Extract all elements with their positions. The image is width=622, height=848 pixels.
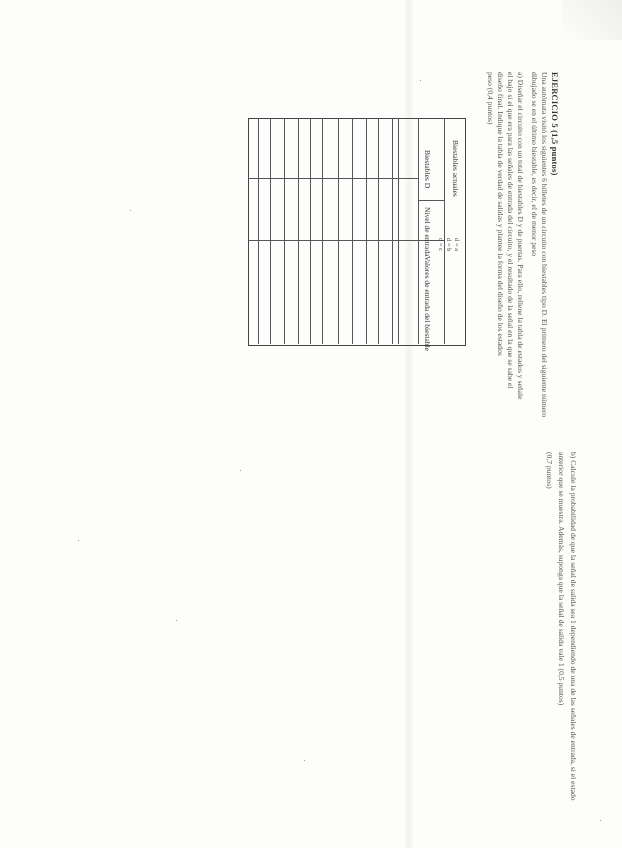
table-row-line <box>322 118 323 344</box>
scan-speck <box>304 760 305 761</box>
part-b-line-3: (0,7 puntos) <box>545 452 554 489</box>
table-col-biestables: Biestables D <box>423 150 432 189</box>
table-row-line <box>366 118 367 344</box>
exercise-intro-line-1: Una autómata visitó los siguientes 6 billetes de un circuito con biestables tipo D. El primero del siguiente número <box>540 72 549 418</box>
table-col-line <box>248 240 444 241</box>
table-col-inputs: Valores de entrada del biestable <box>423 256 432 351</box>
exercise-intro-line-2: dibujado se en el último biestable, es decir, el de menor peso <box>530 72 539 257</box>
exercise-intro-line-5: diseño final. Indique la tabla de verdad de salidas y plantee la forma del diseño de los estados <box>496 72 505 356</box>
exercise-intro-line-4: el bajo si el que era para las señales de entrada del circuito, y el resultado de la señal en la que se sabe el <box>506 72 515 389</box>
table-row-line <box>352 118 353 344</box>
table-row-line <box>398 118 399 344</box>
scan-speck <box>420 80 421 81</box>
table-equation-3: d = c <box>437 238 444 252</box>
table-equation-2: d = b <box>445 238 452 252</box>
scan-speck <box>78 540 79 541</box>
scan-speck <box>240 470 241 471</box>
table-row-line <box>258 118 259 344</box>
page-corner-shadow <box>562 0 622 40</box>
exercise-intro-line-3: a) Diseñar el circuito con un total de biestables D y de puertas. Para ello, rellene la tabla de estados y señale <box>516 72 525 400</box>
scan-speck <box>176 620 177 621</box>
exercise-title: EJERCICIO 5 (1,5 puntos) <box>550 72 560 176</box>
table-row-line <box>284 118 285 344</box>
scan-speck <box>600 820 601 821</box>
table-header-left: Biestables actuales <box>451 140 460 197</box>
scan-speck <box>130 210 131 211</box>
table-row-line <box>310 118 311 344</box>
table-row-line <box>298 118 299 344</box>
table-row-line <box>392 118 393 344</box>
table-col-line <box>418 200 444 201</box>
table-border <box>248 118 466 346</box>
table-col-line <box>248 178 418 179</box>
table-equation-1: d = a <box>453 238 460 252</box>
exercise-intro-line-6: peso (0,4 puntos) <box>486 72 495 125</box>
table-row-line <box>378 118 379 344</box>
table-row-line <box>338 118 339 344</box>
table-row-line <box>444 118 445 344</box>
table-row-line <box>270 118 271 344</box>
table-row-line <box>418 118 419 344</box>
part-b-line-1: b) Calcule la probabilidad de que la señal de salida sea 1 dependiendo de una de las señales de entrada, si el estado <box>569 452 578 801</box>
part-b-line-2: anterior que se muestra. Además, suponga que la señal de salida vale 1 (0,5 puntos) <box>557 452 566 706</box>
table-col-next: Nivel de entrada <box>423 207 432 257</box>
